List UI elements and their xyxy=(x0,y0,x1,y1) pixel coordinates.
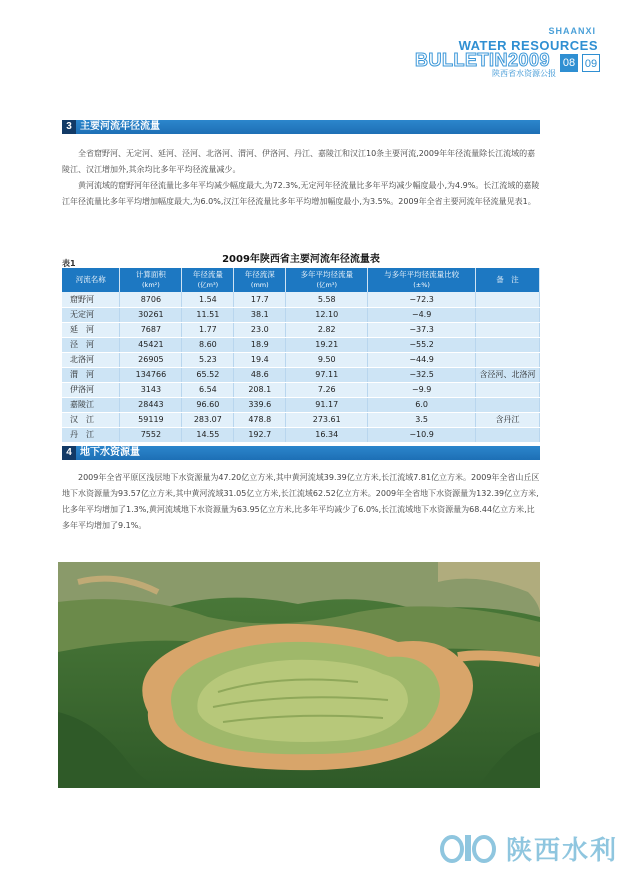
header-depth: 年径流深 (mm) xyxy=(234,268,286,292)
river-name: 渭 河 xyxy=(62,367,120,382)
river-name: 泾 河 xyxy=(62,337,120,352)
area-cell: 28443 xyxy=(120,397,182,412)
note-cell-wei: 含泾河、北洛河 xyxy=(476,367,540,382)
table-row xyxy=(62,307,540,322)
depth-cell: 48.6 xyxy=(234,367,286,382)
river-name: 汉 江 xyxy=(62,412,120,427)
header-area: 计算面积 (km²) xyxy=(120,268,182,292)
river-name: 窟野河 xyxy=(62,292,120,307)
comparison-cell: −55.2 xyxy=(368,337,476,352)
river-name: 无定河 xyxy=(62,307,120,322)
note-cell xyxy=(476,397,540,412)
runoff-cell: 96.60 xyxy=(182,397,234,412)
header-region: SHAANXI xyxy=(548,26,596,36)
table-row xyxy=(62,427,540,442)
table-row xyxy=(62,352,540,367)
area-cell: 134766 xyxy=(120,367,182,382)
comparison-cell: −37.3 xyxy=(368,322,476,337)
table-header-row xyxy=(62,268,540,292)
average-cell: 2.82 xyxy=(286,322,368,337)
note-cell xyxy=(476,322,540,337)
average-cell: 97.11 xyxy=(286,367,368,382)
table-row xyxy=(62,412,540,427)
average-cell: 12.10 xyxy=(286,307,368,322)
header-runoff: 年径流量 (亿m³) xyxy=(182,268,234,292)
section-4-number: 4 xyxy=(62,446,76,460)
area-cell: 59119 xyxy=(120,412,182,427)
note-cell xyxy=(476,292,540,307)
comparison-cell: −4.9 xyxy=(368,307,476,322)
runoff-cell: 8.60 xyxy=(182,337,234,352)
section-3-paragraph-2: 黄河流域的窟野河年径流量比多年平均减少幅度最大,为72.3%,无定河年径流量比多年平均减少幅度最小,为4.9%。长江流域的嘉陵江年径流量比多年平均增加幅度最大,为6.0%,汉江年径流量比多年平均增加幅度最小,为3.5%。2009年全省主要河流年径流量见表1。 xyxy=(62,181,540,206)
header-title-line2: BULLETIN2009 xyxy=(414,50,550,70)
section-3-title: 主要河流年径流量 xyxy=(80,121,160,132)
area-cell: 3143 xyxy=(120,382,182,397)
table-title: 2009年陕西省主要河流年径流量表 xyxy=(222,254,380,265)
runoff-cell: 65.52 xyxy=(182,367,234,382)
section-4-title: 地下水资源量 xyxy=(80,447,140,458)
note-cell-han: 含丹江 xyxy=(476,412,540,427)
depth-cell: 17.7 xyxy=(234,292,286,307)
runoff-cell: 11.51 xyxy=(182,307,234,322)
depth-cell: 208.1 xyxy=(234,382,286,397)
area-cell: 45421 xyxy=(120,337,182,352)
average-cell: 7.26 xyxy=(286,382,368,397)
section-3-bar xyxy=(62,120,540,134)
river-meander-landscape-photo xyxy=(58,562,540,788)
table-label: 表1 xyxy=(62,259,76,268)
average-cell: 273.61 xyxy=(286,412,368,427)
depth-cell: 192.7 xyxy=(234,427,286,442)
header-title-line1: WATER RESOURCES xyxy=(458,38,598,53)
section-3-number: 3 xyxy=(62,120,76,134)
header-comparison: 与多年平均径流量比较 (±%) xyxy=(368,268,476,292)
page-number-left: 08 xyxy=(560,54,578,72)
landscape-illustration xyxy=(58,562,540,788)
note-cell xyxy=(476,307,540,322)
header-river: 河流名称 xyxy=(62,268,120,292)
comparison-cell: −9.9 xyxy=(368,382,476,397)
table-row xyxy=(62,367,540,382)
runoff-cell: 6.54 xyxy=(182,382,234,397)
area-cell: 26905 xyxy=(120,352,182,367)
note-cell xyxy=(476,337,540,352)
area-cell: 7552 xyxy=(120,427,182,442)
header-average: 多年平均径流量 (亿m³) xyxy=(286,268,368,292)
comparison-cell: 6.0 xyxy=(368,397,476,412)
runoff-cell: 5.23 xyxy=(182,352,234,367)
table-row xyxy=(62,292,540,307)
table-row xyxy=(62,337,540,352)
runoff-cell: 1.54 xyxy=(182,292,234,307)
page-number-right: 09 xyxy=(582,54,600,72)
header-notes: 备 注 xyxy=(476,268,540,292)
comparison-cell: −10.9 xyxy=(368,427,476,442)
header-subtitle: 陕西省水资源公报 xyxy=(492,69,556,78)
comparison-cell: −44.9 xyxy=(368,352,476,367)
table-row xyxy=(62,397,540,412)
river-name: 伊洛河 xyxy=(62,382,120,397)
comparison-cell: −72.3 xyxy=(368,292,476,307)
water-drop-logo-icon xyxy=(438,832,500,864)
section-4-paragraph: 2009年全省平原区浅层地下水资源量为47.20亿立方米,其中黄河流域39.39亿立方米,长江流域7.81亿立方米。2009年全省山丘区地下水资源量为93.57亿立方米,其中黄河流域31.05亿立方米,长江流域62.52亿立方米。2009年全省地下水资源量为132.39亿立方米,比多年平均增加了1.3%,黄河流域地下水资源量为63.95亿立方米,比多年平均减少了6.0%,长江流域地下水资源量为68.44亿立方米,比多年平均增加了9.1%。 xyxy=(62,473,540,530)
shaanxi-water-logo xyxy=(438,828,628,868)
area-cell: 8706 xyxy=(120,292,182,307)
note-cell xyxy=(476,382,540,397)
terraced-farmland xyxy=(197,660,408,742)
comparison-cell: 3.5 xyxy=(368,412,476,427)
average-cell: 9.50 xyxy=(286,352,368,367)
logo-text: 陕西水利 xyxy=(506,836,619,866)
river-name: 北洛河 xyxy=(62,352,120,367)
comparison-cell: −32.5 xyxy=(368,367,476,382)
table-row xyxy=(62,322,540,337)
depth-cell: 478.8 xyxy=(234,412,286,427)
depth-cell: 38.1 xyxy=(234,307,286,322)
depth-cell: 23.0 xyxy=(234,322,286,337)
depth-cell: 339.6 xyxy=(234,397,286,412)
runoff-cell: 1.77 xyxy=(182,322,234,337)
note-cell xyxy=(476,352,540,367)
average-cell: 16.34 xyxy=(286,427,368,442)
runoff-cell: 283.07 xyxy=(182,412,234,427)
river-name: 延 河 xyxy=(62,322,120,337)
area-cell: 7687 xyxy=(120,322,182,337)
average-cell: 91.17 xyxy=(286,397,368,412)
runoff-cell: 14.55 xyxy=(182,427,234,442)
area-cell: 30261 xyxy=(120,307,182,322)
bulletin-header xyxy=(360,26,600,78)
river-name: 丹 江 xyxy=(62,427,120,442)
average-cell: 19.21 xyxy=(286,337,368,352)
section-4-bar xyxy=(62,446,540,460)
note-cell xyxy=(476,427,540,442)
table-row xyxy=(62,382,540,397)
section-3-paragraph-1: 全省窟野河、无定河、延河、泾河、北洛河、渭河、伊洛河、丹江、嘉陵江和汉江10条主要河流,2009年年径流量除长江流域的嘉陵江、汉江增加外,其余均比多年平均径流量减少。 xyxy=(62,149,536,174)
average-cell: 5.58 xyxy=(286,292,368,307)
runoff-table xyxy=(62,268,540,443)
river-name: 嘉陵江 xyxy=(62,397,120,412)
depth-cell: 19.4 xyxy=(234,352,286,367)
depth-cell: 18.9 xyxy=(234,337,286,352)
